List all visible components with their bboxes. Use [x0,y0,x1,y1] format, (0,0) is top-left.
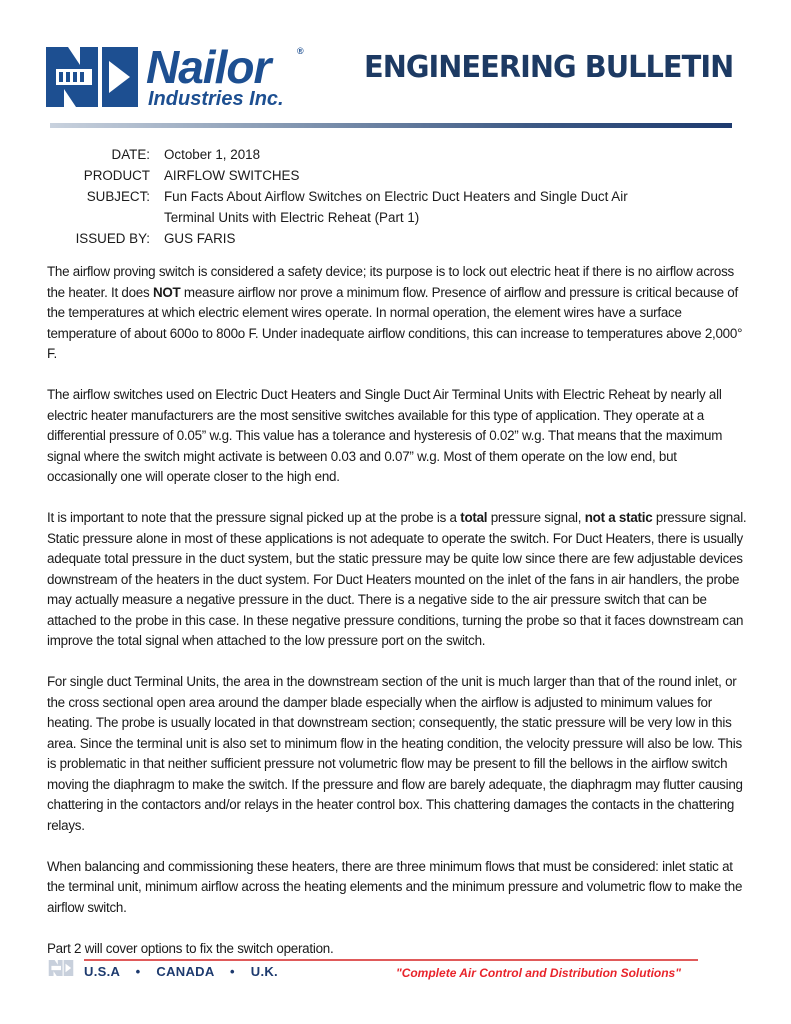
company-subtitle: Industries Inc. [148,88,284,110]
footer-countries [84,964,278,979]
country-uk: U.K. [250,964,278,979]
meta-row-issued-by [60,228,724,249]
paragraph-6: Part 2 will cover options to fix the switch operation. [47,940,334,956]
footer-divider [84,959,698,961]
country-usa: U.S.A [84,964,120,979]
paragraph-2: The airflow switches used on Electric Duct Heaters and Single Duct Air Terminal Units with Electric Reheat by nearly all electric heater manufacturers are the most sensitive switches available for this type of application. They operate at a differential pressure of 0.05” w.g. This value has a tolerance and hysteresis of 0.02” w.g. That means that the maximum signal where the switch might activate is between 0.03 and 0.07” w.g. Most of them operate on the low end, but occasionally one will operate closer to the high end. [47,387,723,484]
registered-mark: ® [297,46,304,56]
text-run: pressure signal, [487,510,585,525]
emphasis-total: total [460,510,488,525]
nailor-logo-mark-icon [46,47,138,107]
emphasis-not: NOT [152,284,181,300]
meta-value: October 1, 2018 [164,147,261,162]
separator-dot: • [229,964,235,979]
company-logo [46,41,306,110]
meta-row-subject [60,186,724,207]
meta-label: PRODUCT [83,168,150,183]
meta-row-subject-cont [60,207,724,228]
paragraph-1 [47,262,747,365]
meta-value: Fun Facts About Airflow Switches on Electric Duct Heaters and Single Duct Air [164,189,628,204]
meta-row-product [60,165,724,186]
bulletin-body [47,262,747,980]
text-run: The airflow proving switch is considered a safety device; its purpose is to lock out electric heat if there is no airflow across the heater. It does [47,264,734,300]
meta-row-date [60,144,724,165]
meta-value: GUS FARIS [164,231,236,246]
meta-label [60,207,164,228]
text-run: pressure signal. Static pressure alone in most of these applications is not adequate to operate the switch. For Duct Heaters, there is usually adequate total pressure in the duct system, but the static pressure may be quite low since there are few adjustable devices downstream of the heaters in the duct system. For Duct Heaters mounted on the inlet of the fans in air handlers, the probe may actually measure a negative pressure in the duct. There is a negative side to the air pressure switch that can be attached to the probe in this case. In these negative pressure conditions, turning the probe so that it faces downstream can improve the total signal when attached to the low pressure port on the switch. [47,510,747,648]
country-canada: CANADA [156,964,215,979]
separator-dot: • [135,964,141,979]
bulletin-meta [60,144,724,249]
meta-label: SUBJECT: [86,189,150,204]
paragraph-4: For single duct Terminal Units, the area in the downstream section of the unit is much larger than that of the round inlet, or the cross sectional open area around the damper blade especially when the airflow is adjusted to minimum values for heating. The probe is usually located in that downstream section; consequently, the static pressure will be very low in this area. Since the terminal unit is also set to minimum flow in the heating condition, the velocity pressure will also be low. This is problematic in that neither sufficient pressure not volumetric flow may be present to fill the bellows in the airflow switch moving the diaphragm to make the switch. If the pressure and flow are barely adequate, the diaphragm may flutter causing chattering in the contactors and/or relays in the heater control box. This chattering damages the contacts in the chattering relays. [47,674,743,833]
footer-logo-mark-icon [46,960,76,976]
footer-slogan: "Complete Air Control and Distribution Solutions" [396,966,681,980]
paragraph-3 [47,508,747,652]
text-run: It is important to note that the pressure signal picked up at the probe is a [47,510,461,525]
meta-label: ISSUED BY: [75,231,150,246]
meta-value: AIRFLOW SWITCHES [164,168,300,183]
text-run: measure airflow nor prove a minimum flow. Presence of airflow and pressure is critical because of the temperatures at which electric element wires operate. In normal operation, the element wires have a surface temperature of about 600o to 800o F. Under inadequate airflow conditions, this can increase to temperatures above 2,000° F. [47,284,743,361]
meta-value: Terminal Units with Electric Reheat (Part 1) [164,210,420,225]
bulletin-title: ENGINEERING BULLETIN [364,50,734,85]
emphasis-not-static: not a static [584,510,653,525]
meta-label: DATE: [111,147,150,162]
paragraph-5: When balancing and commissioning these heaters, there are three minimum flows that must be considered: inlet static at the terminal unit, minimum airflow across the heating elements and the minimum pressure and volumetric flow to make the airflow switch. [47,858,743,915]
header-divider [50,123,732,128]
company-name: Nailor [146,41,271,93]
